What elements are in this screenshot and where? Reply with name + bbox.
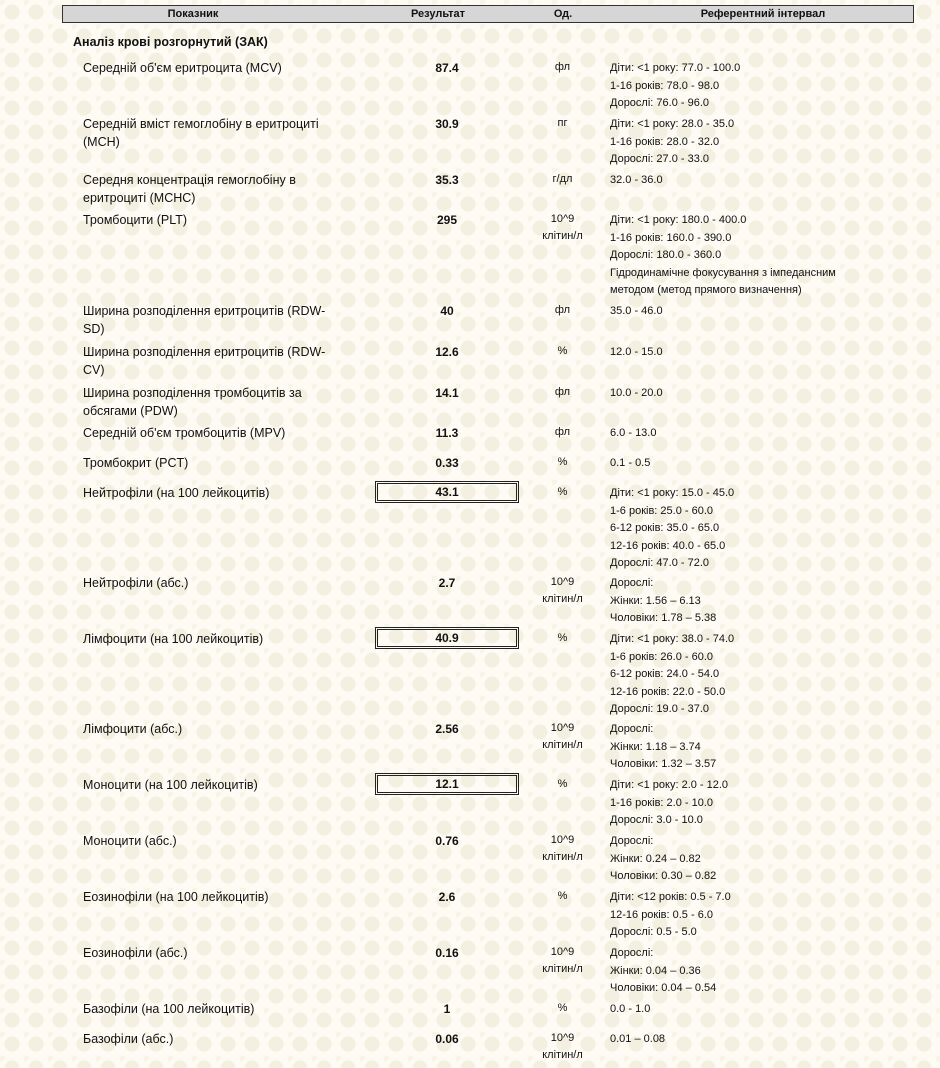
- unit: %: [557, 632, 568, 644]
- result-value: 35.3: [435, 173, 459, 187]
- reference-line: Дорослі: 19.0 - 37.0: [610, 703, 709, 715]
- parameter-name: Тромбоцити (PLT): [83, 213, 188, 227]
- reference-line: Жінки: 0.24 – 0.82: [610, 852, 701, 865]
- reference-interval: [610, 575, 910, 628]
- result-value: 2.7: [438, 576, 456, 590]
- reference-line: 1-16 років: 28.0 - 32.0: [610, 135, 720, 148]
- parameter-name: Середній об'єм еритроцита (MCV): [83, 61, 282, 75]
- unit: 10^9 клітин/л: [542, 1032, 583, 1061]
- reference-interval: [610, 172, 910, 190]
- parameter-name: Моноцити (абс.): [83, 834, 177, 848]
- parameter-name: Базофіли (на 100 лейкоцитів): [83, 1002, 255, 1016]
- unit: фл: [554, 304, 571, 316]
- reference-line: Чоловіки: 0.30 – 0.82: [610, 870, 717, 882]
- reference-line: 10.0 - 20.0: [610, 387, 663, 399]
- reference-line: Діти: <1 року: 28.0 - 35.0: [610, 118, 735, 130]
- reference-line: Діти: <1 року: 38.0 - 74.0: [610, 633, 735, 645]
- result-value: 0.06: [435, 1032, 459, 1046]
- reference-line: Діти: <1 року: 2.0 - 12.0: [610, 779, 729, 791]
- parameter-name: Нейтрофіли (на 100 лейкоцитів): [83, 486, 270, 500]
- reference-line: 6-12 років: 24.0 - 54.0: [610, 668, 720, 680]
- parameter-name: Середній об'єм тромбоцитів (MPV): [83, 426, 286, 440]
- unit: %: [557, 778, 568, 790]
- reference-line: 32.0 - 36.0: [610, 174, 663, 186]
- result-value: 1: [443, 1002, 451, 1016]
- unit: фл: [554, 426, 571, 438]
- reference-interval: [610, 631, 910, 719]
- reference-interval: [610, 1001, 910, 1019]
- unit: 10^9 клітин/л: [542, 722, 583, 751]
- reference-line: Чоловіки: 0.04 – 0.54: [610, 982, 717, 994]
- reference-interval: [610, 303, 910, 321]
- reference-interval: [610, 60, 910, 113]
- result-value: 12.6: [435, 345, 459, 359]
- reference-line: Дорослі: 0.5 - 5.0: [610, 926, 697, 938]
- parameter-name: Середня концентрація гемоглобіну в еритроциті (MCHC): [83, 173, 296, 205]
- result-value: 0.16: [435, 946, 459, 960]
- header-reference: Референтний інтервал: [700, 8, 826, 20]
- reference-interval: [610, 455, 910, 473]
- reference-line: методом (метод прямого визначення): [610, 284, 802, 296]
- reference-line: Дорослі: 180.0 - 360.0: [610, 249, 722, 261]
- unit: 10^9 клітин/л: [542, 834, 583, 863]
- reference-line: Дорослі: 47.0 - 72.0: [610, 557, 709, 569]
- unit: %: [557, 456, 568, 468]
- reference-line: 0.1 - 0.5: [610, 457, 651, 469]
- reference-line: Дорослі: 27.0 - 33.0: [610, 153, 709, 165]
- reference-interval: [610, 1031, 910, 1049]
- reference-line: 6.0 - 13.0: [610, 427, 657, 439]
- parameter-name: Ширина розподілення еритроцитів (RDW-SD): [83, 304, 326, 336]
- parameter-name: Тромбокрит (PCT): [83, 456, 189, 470]
- reference-line: Чоловіки: 1.78 – 5.38: [610, 612, 717, 624]
- reference-line: 12.0 - 15.0: [610, 346, 663, 358]
- reference-interval: [610, 833, 910, 886]
- result-value: 0.76: [435, 834, 459, 848]
- reference-line: 1-6 років: 26.0 - 60.0: [610, 650, 713, 663]
- reference-line: 0.0 - 1.0: [610, 1003, 651, 1015]
- reference-line: 35.0 - 46.0: [610, 305, 663, 317]
- reference-interval: [610, 721, 910, 774]
- reference-line: 12-16 років: 0.5 - 6.0: [610, 908, 713, 921]
- parameter-name: Нейтрофіли (абс.): [83, 576, 189, 590]
- reference-line: Дорослі: 76.0 - 96.0: [610, 97, 709, 109]
- parameter-name: Ширина розподілення тромбоцитів за обсягами (PDW): [83, 386, 302, 418]
- unit: %: [557, 1002, 568, 1014]
- result-value: 2.56: [435, 722, 459, 736]
- reference-line: Жінки: 0.04 – 0.36: [610, 964, 701, 977]
- reference-line: Діти: <1 року: 77.0 - 100.0: [610, 62, 741, 74]
- result-value-flagged: 40.9: [375, 627, 519, 649]
- reference-interval: [610, 945, 910, 998]
- result-value: 11.3: [435, 426, 459, 440]
- header-name: Показник: [167, 8, 219, 20]
- reference-interval: [610, 344, 910, 362]
- parameter-name: Еозинофіли (абс.): [83, 946, 188, 960]
- reference-line: Жінки: 1.56 – 6.13: [610, 594, 701, 607]
- unit: %: [557, 345, 568, 357]
- reference-line: 12-16 років: 40.0 - 65.0: [610, 539, 726, 552]
- unit: %: [557, 486, 568, 498]
- header-unit: Од.: [553, 8, 573, 20]
- unit: 10^9 клітин/л: [542, 576, 583, 605]
- parameter-name: Середній вміст гемоглобіну в еритроциті (MCH): [83, 117, 319, 149]
- reference-line: Діти: <12 років: 0.5 - 7.0: [610, 891, 731, 903]
- result-value: 30.9: [435, 117, 459, 131]
- result-value: 2.6: [438, 890, 456, 904]
- parameter-name: Еозинофіли (на 100 лейкоцитів): [83, 890, 269, 904]
- result-value: 40: [440, 304, 454, 318]
- parameter-name: Базофіли (абс.): [83, 1032, 174, 1046]
- reference-interval: [610, 385, 910, 403]
- result-value: 295: [436, 213, 458, 227]
- reference-line: Гідродинамічне фокусування з імпедансним: [610, 266, 836, 279]
- result-value: 0.33: [435, 456, 459, 470]
- reference-interval: [610, 485, 910, 573]
- unit: 10^9 клітин/л: [542, 946, 583, 975]
- table-header: [62, 5, 914, 23]
- reference-line: Чоловіки: 1.32 – 3.57: [610, 758, 717, 770]
- reference-interval: [610, 425, 910, 443]
- unit: %: [557, 890, 568, 902]
- reference-line: Жінки: 1.18 – 3.74: [610, 740, 701, 753]
- result-value-flagged: 43.1: [375, 481, 519, 503]
- reference-interval: [610, 212, 910, 300]
- reference-line: Дорослі:: [610, 835, 654, 847]
- reference-line: Дорослі:: [610, 577, 654, 589]
- reference-interval: [610, 116, 910, 169]
- reference-line: Діти: <1 року: 15.0 - 45.0: [610, 487, 735, 499]
- unit: фл: [554, 61, 571, 73]
- reference-line: Діти: <1 року: 180.0 - 400.0: [610, 214, 747, 226]
- reference-interval: [610, 777, 910, 830]
- result-value-flagged: 12.1: [375, 773, 519, 795]
- unit: 10^9 клітин/л: [542, 213, 583, 242]
- section-title: Аналіз крові розгорнутий (ЗАК): [73, 35, 268, 49]
- parameter-name: Моноцити (на 100 лейкоцитів): [83, 778, 258, 792]
- header-result: Результат: [410, 8, 466, 20]
- parameter-name: Ширина розподілення еритроцитів (RDW-CV): [83, 345, 326, 377]
- unit: пг: [557, 117, 568, 129]
- reference-line: Дорослі:: [610, 723, 654, 735]
- unit: фл: [554, 386, 571, 398]
- result-value: 87.4: [435, 61, 459, 75]
- unit: г/дл: [552, 173, 573, 185]
- result-value: 14.1: [435, 386, 459, 400]
- reference-line: 12-16 років: 22.0 - 50.0: [610, 685, 726, 698]
- parameter-name: Лімфоцити (абс.): [83, 722, 183, 736]
- reference-line: 0.01 – 0.08: [610, 1033, 666, 1045]
- parameter-name: Лімфоцити (на 100 лейкоцитів): [83, 632, 264, 646]
- reference-line: 1-6 років: 25.0 - 60.0: [610, 504, 713, 517]
- reference-line: 1-16 років: 2.0 - 10.0: [610, 796, 713, 809]
- reference-line: Дорослі:: [610, 947, 654, 959]
- reference-line: 1-16 років: 78.0 - 98.0: [610, 79, 720, 92]
- reference-interval: [610, 889, 910, 942]
- reference-line: Дорослі: 3.0 - 10.0: [610, 814, 703, 826]
- reference-line: 1-16 років: 160.0 - 390.0: [610, 231, 732, 244]
- reference-line: 6-12 років: 35.0 - 65.0: [610, 522, 720, 534]
